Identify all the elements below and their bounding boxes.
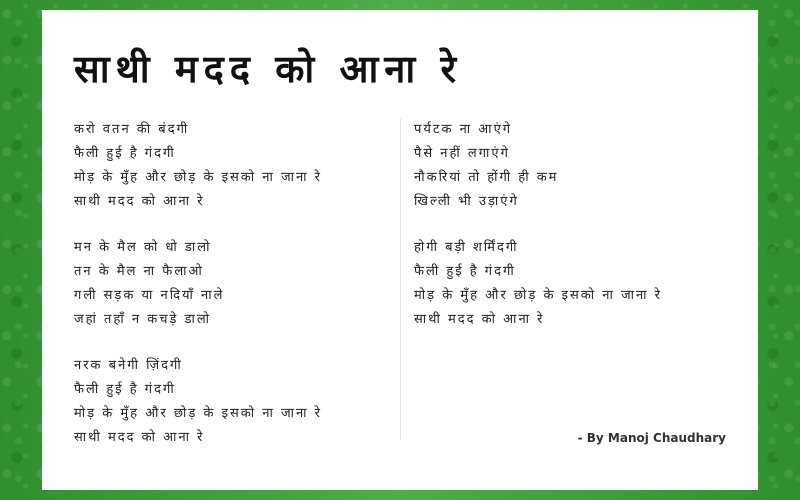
poem-line: पर्यटक ना आएंगे	[414, 122, 513, 137]
background-right-edge	[760, 0, 800, 500]
poem-line: मोड़ के मुँह और छोड़ के इसको ना जाना रे	[414, 288, 662, 303]
poem-line: पैसे नहीं लगाएंगे	[414, 146, 510, 161]
poem-line: जहां तहाँ न कचड़े डालो	[74, 312, 212, 327]
poem-line: खिल्ली भी उड़ाएंगे	[414, 194, 519, 209]
stanza	[74, 118, 404, 214]
poem-card	[42, 10, 758, 490]
poem-right-column	[414, 118, 744, 354]
poem-line: तन के मैल ना फैलाओ	[74, 264, 204, 279]
poem-line: फैली हुई है गंदगी	[414, 264, 516, 279]
poem-line: साथी मदद को आना रे	[74, 194, 205, 209]
poem-line: होगी बड़ी शर्मिंदगी	[414, 240, 519, 255]
background-left-edge	[0, 0, 40, 500]
poem-line: साथी मदद को आना रे	[414, 312, 545, 327]
stanza	[74, 236, 404, 332]
poem-line: करो वतन की बंदगी	[74, 122, 190, 137]
stanza	[74, 354, 404, 450]
author-credit: - By Manoj Chaudhary	[577, 431, 726, 445]
poem-title: साथी मदद को आना रे	[74, 47, 462, 91]
poem-left-column	[74, 118, 404, 472]
poem-line: नौकरियां तो होंगी ही कम	[414, 170, 559, 185]
column-divider	[400, 118, 401, 440]
poem-line: फैली हुई है गंदगी	[74, 382, 176, 397]
stanza	[414, 236, 744, 332]
stanza	[414, 118, 744, 214]
poem-line: मोड़ के मुँह और छोड़ के इसको ना जाना रे	[74, 170, 322, 185]
poem-line: गली सड़क या नदियाँ नाले	[74, 288, 225, 303]
poem-line: मन के मैल को धो डालो	[74, 240, 212, 255]
poem-line: फैली हुई है गंदगी	[74, 146, 176, 161]
poem-line: साथी मदद को आना रे	[74, 430, 205, 445]
poem-line: नरक बनेगी ज़िंदगी	[74, 358, 183, 373]
poem-line: मोड़ के मुँह और छोड़ के इसको ना जाना रे	[74, 406, 322, 421]
